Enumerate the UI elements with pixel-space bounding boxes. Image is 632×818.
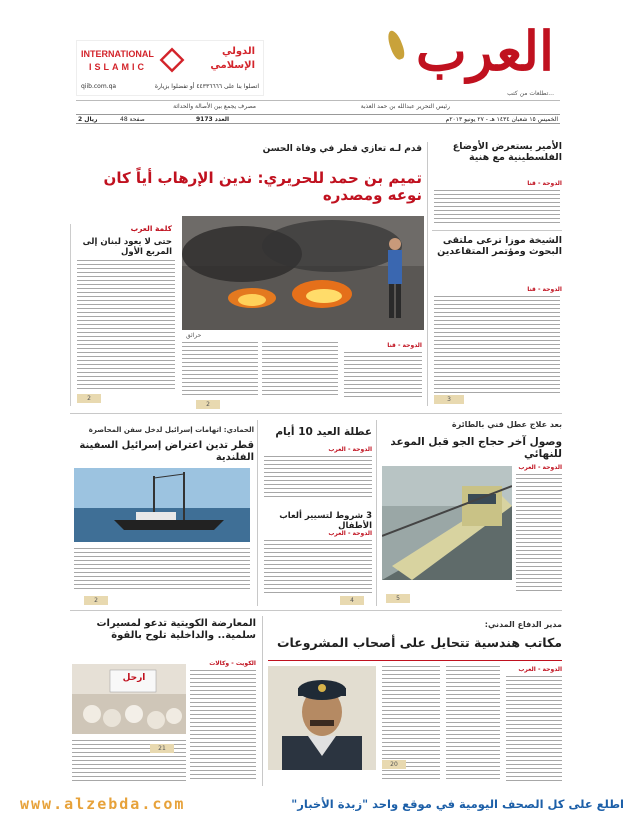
bottom-right-kicker: مدير الدفاع المدني:	[484, 620, 562, 629]
editor-line: رئيس التحرير عبدالله بن حمد العذبة	[360, 103, 450, 110]
ad-banner[interactable]	[76, 40, 264, 96]
mid-right-photo	[382, 466, 512, 580]
column-title[interactable]: حتى لا يعود لبنان إلى المربع الأول	[82, 237, 172, 257]
mid-right-headline[interactable]: وصول آخر حجاج الجو قبل الموعد للنهائي	[390, 436, 562, 461]
rail-divider-1	[432, 230, 562, 231]
lead-headline[interactable]: تميم بن حمد للحريري: ندين الإرهاب أياً كان نوعه ومصدره	[103, 169, 422, 205]
bottom-right-headline[interactable]: مكاتب هندسية تتحايل على أصحاب المشروعات	[276, 635, 562, 650]
ad-brand-ar-line1: الدولي	[221, 46, 255, 57]
column-label: كلمة العرب	[130, 224, 172, 233]
rail-item1-text	[434, 190, 560, 224]
rail-item1-title[interactable]: الأمير يستعرض الأوضاع الفلسطينية مع هنية	[452, 141, 562, 163]
bottom-left-headline[interactable]: المعارضة الكويتية تدعو لمسيرات سلمية.. والداخلية تلوح بالقوة	[96, 618, 256, 641]
column-page-ref[interactable]: 2	[77, 394, 101, 403]
pages-count: 48 صفحة	[120, 116, 145, 123]
bottom-right-byline: الدوحة - العرب	[518, 666, 562, 673]
ad-logo-mark-icon	[160, 48, 185, 73]
mid-left-page-ref[interactable]: 2	[84, 596, 108, 605]
mid-left-text	[74, 548, 250, 592]
promo-banner[interactable]	[0, 790, 632, 818]
ship-photo-art	[74, 468, 250, 542]
lead-photo-art	[182, 216, 424, 330]
ad-brand-en-line2: ISLAMIC	[89, 62, 147, 72]
bottom-vrule	[262, 616, 263, 786]
rail-item2-text	[434, 296, 560, 394]
issue-number: العدد 9173	[196, 116, 230, 123]
logo-quill-icon	[385, 29, 407, 61]
lead-kicker: قدم لـه تعازي قطر في وفاة الحسن	[262, 144, 422, 154]
rail-item1-byline: الدوحة - قنا	[527, 180, 562, 187]
protest-sign-text: ارحل	[122, 673, 146, 683]
mid-center-subbyline: الدوحة - العرب	[328, 530, 372, 537]
train-photo-art	[382, 466, 512, 580]
mid-right-text	[516, 474, 562, 592]
masthead	[70, 19, 562, 126]
logo-text: العرب	[415, 19, 554, 83]
mid-right-kicker: بعد علاج عطل فني بالطائرة	[451, 420, 562, 429]
rail-item2-title[interactable]: الشيخة موزا ترعى ملتقى البحوث ومؤتمر المتقاعدين	[437, 235, 562, 257]
mid-right-vrule	[376, 420, 377, 606]
rail-item2-byline: الدوحة - قنا	[527, 286, 562, 293]
officer-photo-art	[268, 666, 376, 770]
column-box	[70, 224, 176, 406]
lead-photo-caption: حرائق	[186, 332, 202, 339]
mid-left-kicker: الحمادي: اتهامات إسرائيل لدخل سفن المحاصرة	[88, 426, 254, 434]
bottom-right-text-1	[506, 676, 562, 782]
bottom-right-page-ref[interactable]: 20	[382, 760, 406, 769]
mid-left-headline[interactable]: قطر تدين اعتراض إسرائيل السفينة الفلندية	[79, 440, 254, 463]
date-line: الخميس ١٥ شعبان ١٤٣٤ هـ - ٢٧ يونيو ٢٠١٣م	[445, 116, 558, 123]
bottom-left-text	[190, 670, 256, 782]
ad-slogan: مصرف يجمع بين الأصالة والحداثة	[173, 103, 256, 110]
ad-brand-ar-line2: الإسلامي	[210, 60, 255, 71]
rail-vertical-rule	[427, 142, 428, 406]
column-text	[77, 260, 175, 390]
bottom-left-photo	[72, 664, 186, 734]
lead-text-col-2	[262, 342, 338, 398]
mid-top-rule	[70, 413, 562, 414]
bottom-right-text-2	[446, 666, 500, 782]
mid-center-headline[interactable]: عطلة العيد 10 أيام	[275, 426, 372, 438]
mid-center-page-ref[interactable]: 4	[340, 596, 364, 605]
banner-url[interactable]: www.alzebda.com	[20, 795, 186, 813]
logo-tagline: ...تطلعات من كتب	[507, 90, 554, 97]
ad-brand-en-line1: INTERNATIONAL	[81, 49, 154, 59]
mid-center-text-1	[264, 456, 372, 500]
mid-center-byline: الدوحة - العرب	[328, 446, 372, 453]
lead-photo	[182, 216, 424, 330]
bottom-right-underline	[268, 660, 562, 661]
mid-center-subheadline[interactable]: 3 شروط لتسيير ألعاب الأطفال	[279, 511, 372, 531]
mid-right-page-ref[interactable]: 5	[386, 594, 410, 603]
mid-bottom-rule	[70, 610, 562, 611]
lead-text-col-1	[344, 352, 422, 398]
masthead-divider	[76, 100, 560, 101]
mid-left-photo	[74, 468, 250, 542]
masthead-logo	[368, 19, 558, 98]
bottom-left-page-ref[interactable]: 21	[150, 744, 174, 753]
date-strip	[76, 114, 560, 124]
lead-byline: الدوحة - قنا	[387, 342, 422, 349]
right-rail	[432, 140, 562, 406]
mid-center-vrule	[257, 420, 258, 606]
bottom-right-photo	[268, 666, 376, 770]
price: 2 ريال	[78, 116, 98, 123]
mid-center-text-2	[264, 540, 372, 594]
ad-phone-text: اتصلوا بنا على ٤٤٣٣٦٦٦٦ أو تفضلوا بزيارة	[154, 83, 259, 90]
rail-page-ref[interactable]: 3	[434, 395, 464, 404]
mid-right-byline: الدوحة - العرب	[518, 464, 562, 471]
bottom-left-byline: الكويت - وكالات	[209, 660, 256, 667]
banner-slogan: اطلع على كل الصحف اليومية في موقع واحد "زبدة الأخبار"	[291, 797, 624, 811]
lead-page-ref[interactable]: 2	[196, 400, 220, 409]
lead-text-col-3	[182, 342, 258, 398]
ad-url[interactable]: qiib.com.qa	[81, 83, 117, 90]
